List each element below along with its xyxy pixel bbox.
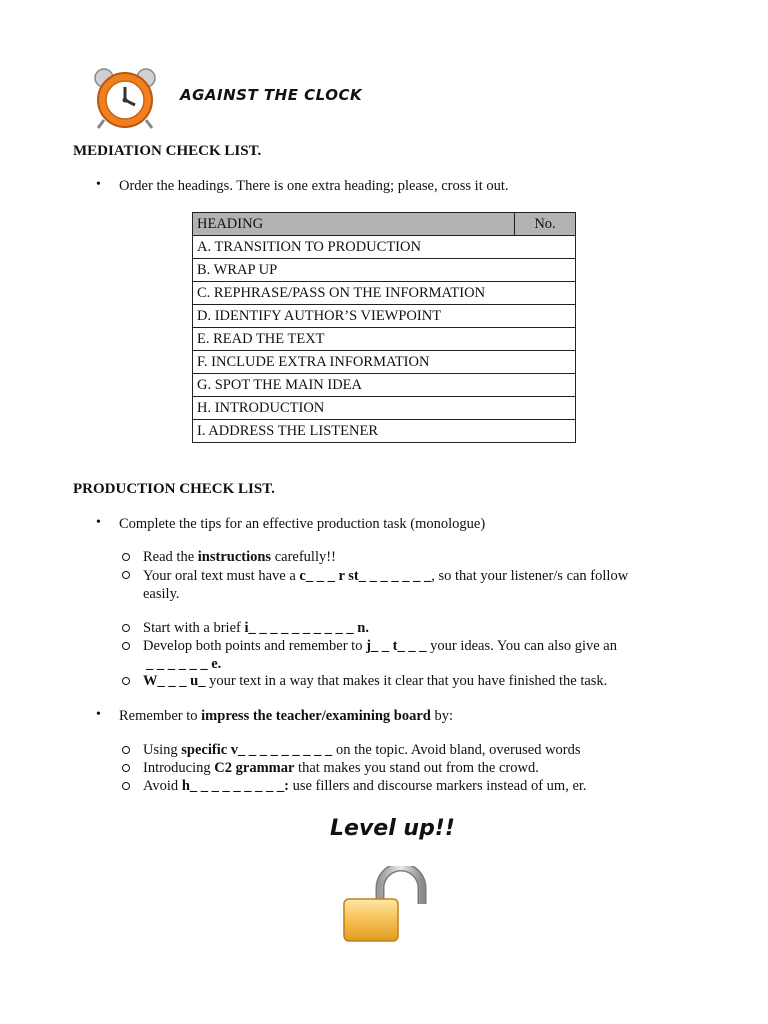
heading-cell: D. IDENTIFY AUTHOR’S VIEWPOINT: [193, 305, 576, 328]
tip-keyword: _ _ _ _ _ _ e.: [146, 656, 222, 672]
impress-text: by:: [430, 708, 454, 724]
tip-hesitation: [143, 777, 587, 795]
tip-justify: [143, 637, 683, 673]
tip-grammar: [143, 759, 539, 777]
tip-text: Avoid: [143, 778, 182, 794]
heading-column-header: HEADING: [193, 213, 515, 236]
tip-keyword: instructions: [197, 549, 272, 565]
tip-structure: [143, 567, 683, 603]
tip-text: Your oral text must have a: [143, 568, 300, 584]
impress-keyword: impress the teacher/examining board: [201, 708, 431, 724]
circle-bullet: [122, 782, 130, 790]
tip-text: Develop both points and remember to: [143, 638, 367, 654]
bullet-dot: •: [96, 707, 101, 722]
circle-bullet: [122, 677, 130, 685]
bullet-dot: •: [96, 515, 101, 530]
heading-cell: B. WRAP UP: [193, 259, 576, 282]
tip-text: Start with a brief: [143, 620, 245, 636]
production-intro: Complete the tips for an effective production task (monologue): [119, 516, 486, 532]
table-row: [193, 282, 576, 305]
table-row: [193, 397, 576, 420]
table-row: [193, 374, 576, 397]
tip-wrap-up: [143, 672, 607, 690]
tip-text: your ideas. You can also give an: [426, 638, 617, 654]
circle-bullet: [122, 553, 130, 561]
mediation-title: MEDIATION CHECK LIST.: [73, 143, 262, 159]
circle-bullet: [122, 642, 130, 650]
circle-bullet: [122, 624, 130, 632]
table-row: [193, 259, 576, 282]
table-row: [193, 420, 576, 443]
heading-cell: A. TRANSITION TO PRODUCTION: [193, 236, 576, 259]
circle-bullet: [122, 764, 130, 772]
circle-bullet: [122, 571, 130, 579]
tip-text: on the topic. Avoid bland, overused words: [332, 742, 581, 758]
mediation-instruction: Order the headings. There is one extra heading; please, cross it out.: [119, 178, 509, 194]
table-row: [193, 305, 576, 328]
heading-cell: C. REPHRASE/PASS ON THE INFORMATION: [193, 282, 576, 305]
open-padlock-icon: [338, 866, 428, 944]
heading-cell: G. SPOT THE MAIN IDEA: [193, 374, 576, 397]
circle-bullet: [122, 746, 130, 754]
tip-introduction: [143, 619, 369, 637]
table-row: [193, 328, 576, 351]
tip-text: easily.: [143, 586, 180, 602]
impress-text: Remember to: [119, 708, 202, 724]
production-title: PRODUCTION CHECK LIST.: [73, 481, 275, 497]
bullet-dot: •: [96, 177, 101, 192]
heading-cell: H. INTRODUCTION: [193, 397, 576, 420]
tip-keyword: specific v_ _ _ _ _ _ _ _ _: [181, 742, 333, 758]
tip-text: , so that your listener/s can follow: [431, 568, 629, 584]
header-title: AGAINST THE CLOCK: [180, 86, 363, 104]
tip-text: Read the: [143, 549, 198, 565]
tip-keyword: j_ _ t_ _ _: [366, 638, 427, 654]
heading-cell: F. INCLUDE EXTRA INFORMATION: [193, 351, 576, 374]
alarm-clock-icon: [90, 68, 160, 130]
tip-keyword: c_ _ _ r st_ _ _ _ _ _ _: [299, 568, 432, 584]
table-row: [193, 236, 576, 259]
number-column-header: No.: [515, 213, 576, 236]
table-header-row: [193, 213, 576, 236]
tip-keyword: C2 grammar: [214, 760, 295, 776]
tip-vocabulary: [143, 741, 581, 759]
tip-instructions: [143, 548, 336, 566]
tip-text: your text in a way that makes it clear that you have finished the task.: [205, 673, 608, 689]
heading-cell: E. READ THE TEXT: [193, 328, 576, 351]
tip-text: that makes you stand out from the crowd.: [294, 760, 539, 776]
headings-table: [192, 212, 576, 443]
heading-cell: I. ADDRESS THE LISTENER: [193, 420, 576, 443]
tip-keyword: h_ _ _ _ _ _ _ _ _:: [181, 778, 289, 794]
tip-keyword: i_ _ _ _ _ _ _ _ _ _ n.: [244, 620, 369, 636]
tip-text: use fillers and discourse markers instead of um, er.: [288, 778, 587, 794]
tip-text: Introducing: [143, 760, 215, 776]
level-up-title: Level up!!: [330, 816, 455, 841]
impress-line: [119, 707, 453, 725]
table-row: [193, 351, 576, 374]
tip-text: Using: [143, 742, 182, 758]
tip-text: carefully!!: [271, 549, 336, 565]
tip-keyword: W_ _ _ u_: [143, 673, 206, 689]
